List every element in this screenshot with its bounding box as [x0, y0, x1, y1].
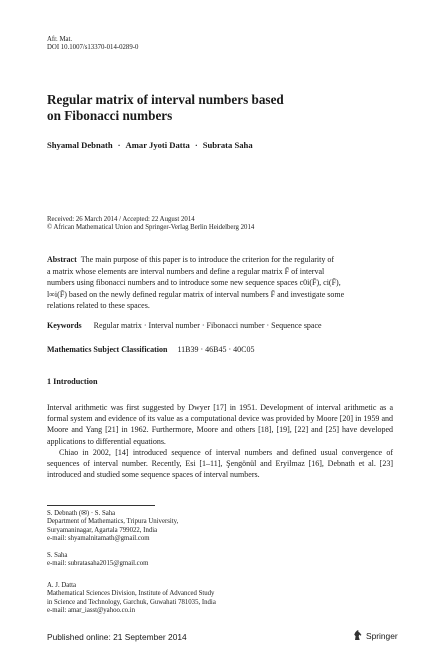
abstract-line-1: The main purpose of this paper is to introduce the criterion for the regularity of: [80, 255, 335, 264]
affiliation-line: S. Saha: [47, 552, 68, 559]
msc-codes: 11B39 · 46B45 · 40C05: [177, 345, 255, 354]
keywords-label: Keywords: [47, 321, 82, 330]
abstract-line-5: relations related to these spaces.: [47, 301, 150, 311]
author-separator: ·: [194, 140, 198, 150]
dates-block: [47, 216, 254, 233]
author-3: Subrata Saha: [202, 140, 253, 150]
journal-header: [47, 36, 138, 53]
author-separator: ·: [117, 140, 121, 150]
email-line: e-mail: subratasaha2015@gmail.com: [47, 560, 149, 568]
affiliation-block-1: [47, 510, 297, 544]
abstract-label: Abstract: [47, 255, 77, 264]
introduction-body: [47, 402, 393, 480]
abstract-line-3: numbers using fibonacci numbers and to introduce some new sequence spaces c0i(F̄), ci(F̄),: [47, 278, 341, 288]
affiliation-line: Suryamaninagar, Agartala 799022, India: [47, 526, 158, 534]
title-line-2: on Fibonacci numbers: [47, 107, 173, 123]
received-accepted: Received: 26 March 2014 / Accepted: 22 August 2014: [47, 216, 195, 223]
author-1: Shyamal Debnath: [47, 140, 113, 150]
published-online: Published online: 21 September 2014: [47, 632, 187, 642]
affiliation-block-2: [47, 552, 297, 569]
doi: DOI 10.1007/s13370-014-0289-0: [47, 44, 139, 52]
affiliation-block-3: [47, 582, 347, 616]
publisher-logo: [353, 629, 398, 643]
abstract-line-2: a matrix whose elements are interval numbers and define a regular matrix F̄ of interval: [47, 266, 325, 276]
email-line: e-mail: amar_iasst@yahoo.co.in: [47, 607, 135, 615]
journal-name: Afr. Mat.: [47, 36, 73, 43]
msc-label: Mathematics Subject Classification: [47, 345, 168, 354]
springer-horse-icon: [353, 629, 363, 643]
abstract-line-4: l∞i(F̄) based on the newly defined regular matrix of interval numbers F̄ and investigate some: [47, 289, 345, 299]
affiliation-line: S. Debnath (✉) · S. Saha: [47, 510, 116, 517]
author-2: Amar Jyoti Datta: [125, 140, 190, 150]
section-heading: 1 Introduction: [47, 377, 98, 386]
title-line-1: Regular matrix of interval numbers based: [47, 92, 284, 107]
affiliation-line: Department of Mathematics, Tripura University,: [47, 518, 179, 526]
affiliation-line: in Science and Technology, Garchuk, Guwahati 781035, India: [47, 598, 216, 606]
affiliation-line: Mathematical Sciences Division, Institute of Advanced Study: [47, 590, 215, 598]
keywords-list: Regular matrix · Interval number · Fibonacci number · Sequence space: [93, 321, 322, 330]
affiliation-line: A. J. Datta: [47, 582, 77, 589]
keywords: [47, 321, 393, 330]
abstract: [47, 254, 393, 312]
email-line: e-mail: shyamalnitamath@gmail.com: [47, 535, 150, 543]
footnote-rule: [47, 505, 155, 506]
paragraph-1: Interval arithmetic was first suggested by Dwyer [17] in 1951. Development of interval arithmetic as a formal system and evidence of its value as a computational device was provided by Moore [20] in 1959 and Moore and Yang [21] in 1962. Furthermore, Moore and others [18], [19], [22] and [25] have developed applications to differential equations.: [47, 403, 393, 446]
article-title: [47, 92, 387, 123]
publisher-name: Springer: [366, 631, 398, 641]
copyright: © African Mathematical Union and Springer-Verlag Berlin Heidelberg 2014: [47, 224, 255, 232]
paragraph-2: Chiao in 2002, [14] introduced sequence of interval numbers and defined usual convergence of sequences of interval number. Recently, Esi [1–11], Şengönül and Eryilmaz [16], Debnath et al. [23] introduced and studied some sequence spaces of interval numbers.: [47, 447, 393, 480]
author-list: [47, 140, 253, 150]
subject-classification: [47, 345, 393, 354]
